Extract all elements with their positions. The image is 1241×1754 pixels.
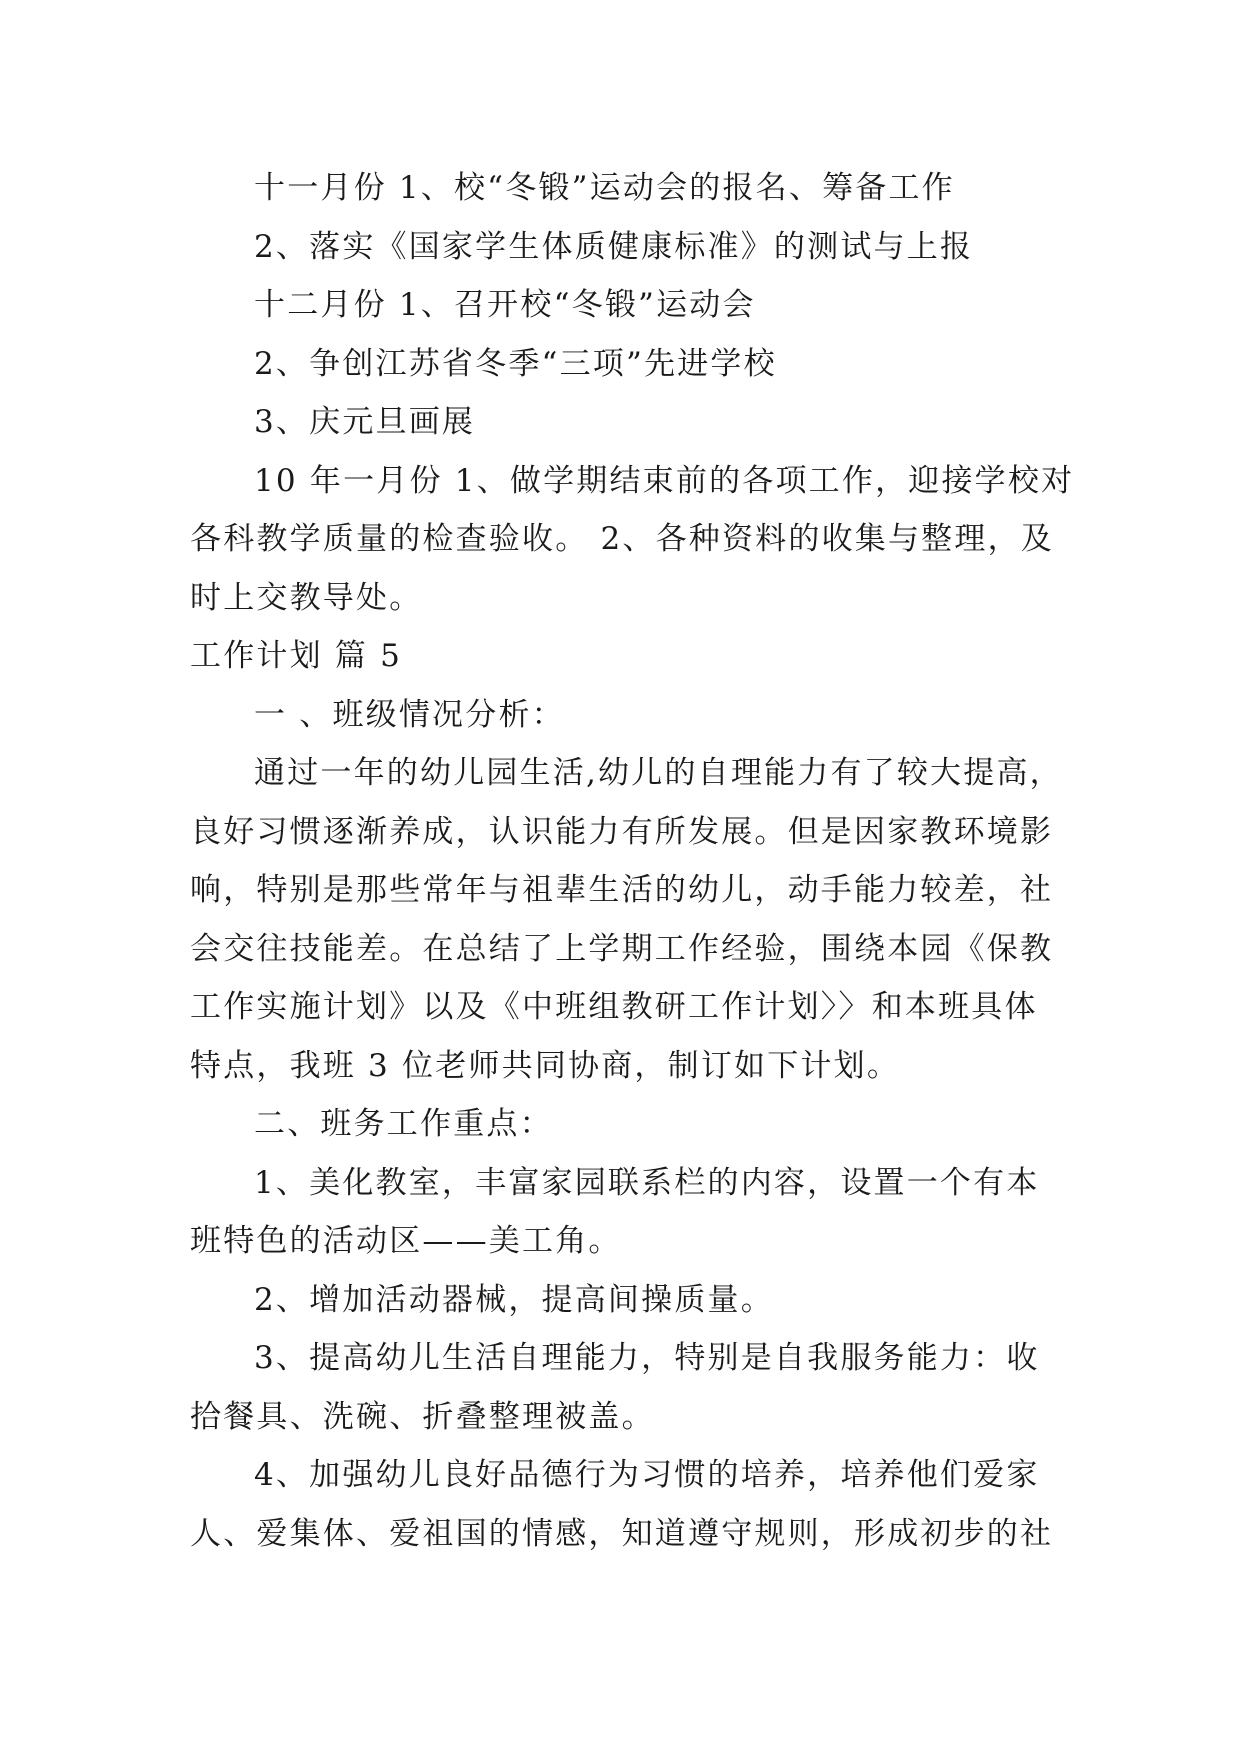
text-line: 3、提高幼儿生活自理能力，特别是自我服务能力：收 — [254, 1340, 1040, 1376]
text-line: 十二月份 1、召开校“冬锻”运动会 — [254, 287, 756, 323]
text-line: 工作实施计划》以及《中班组教研工作计划〉〉和本班具体 — [190, 989, 1038, 1025]
text-line: 良好习惯逐渐养成，认识能力有所发展。但是因家教环境影 — [190, 813, 1054, 850]
text-line: 拾餐具、洗碗、折叠整理被盖。 — [190, 1398, 655, 1435]
text-line: 4、加强幼儿良好品德行为习惯的培养，培养他们爱家 — [254, 1457, 1040, 1493]
text-line: 2、争创江苏省冬季“三项”先进学校 — [254, 345, 777, 382]
text-line: 特点，我班 3 位老师共同协商，制订如下计划。 — [190, 1047, 901, 1084]
text-line: 2、落实《国家学生体质健康标准》的测试与上报 — [254, 228, 974, 265]
text-line: 十一月份 1、校“冬锻”运动会的报名、筹备工作 — [254, 170, 955, 206]
text-line: 人、爱集体、爱祖国的情感，知道遵守规则，形成初步的社 — [190, 1515, 1054, 1552]
section-heading: 工作计划 篇 5 — [190, 638, 403, 674]
text-line: 10 年一月份 1、做学期结束前的各项工作，迎接学校对 — [254, 462, 1075, 499]
text-line: 3、庆元旦画展 — [254, 404, 476, 440]
subsection-heading: 一 、班级情况分析： — [254, 696, 565, 733]
text-line: 各科教学质量的检查验收。 2、各种资料的收集与整理，及 — [190, 521, 1054, 557]
document-body — [190, 159, 1075, 1563]
text-line: 通过一年的幼儿园生活,幼儿的自理能力有了较大提高， — [254, 755, 1063, 791]
text-line: 班特色的活动区——美工角。 — [190, 1223, 622, 1259]
subsection-heading: 二、班务工作重点： — [254, 1106, 553, 1142]
text-line: 响，特别是那些常年与祖辈生活的幼儿，动手能力较差，社 — [190, 872, 1054, 908]
text-line: 1、美化教室，丰富家园联系栏的内容，设置一个有本 — [254, 1164, 1040, 1201]
text-line: 2、增加活动器械，提高间操质量。 — [254, 1281, 774, 1318]
text-line: 时上交教导处。 — [190, 579, 423, 616]
text-line: 会交往技能差。在总结了上学期工作经验，围绕本园《保教 — [190, 930, 1054, 967]
